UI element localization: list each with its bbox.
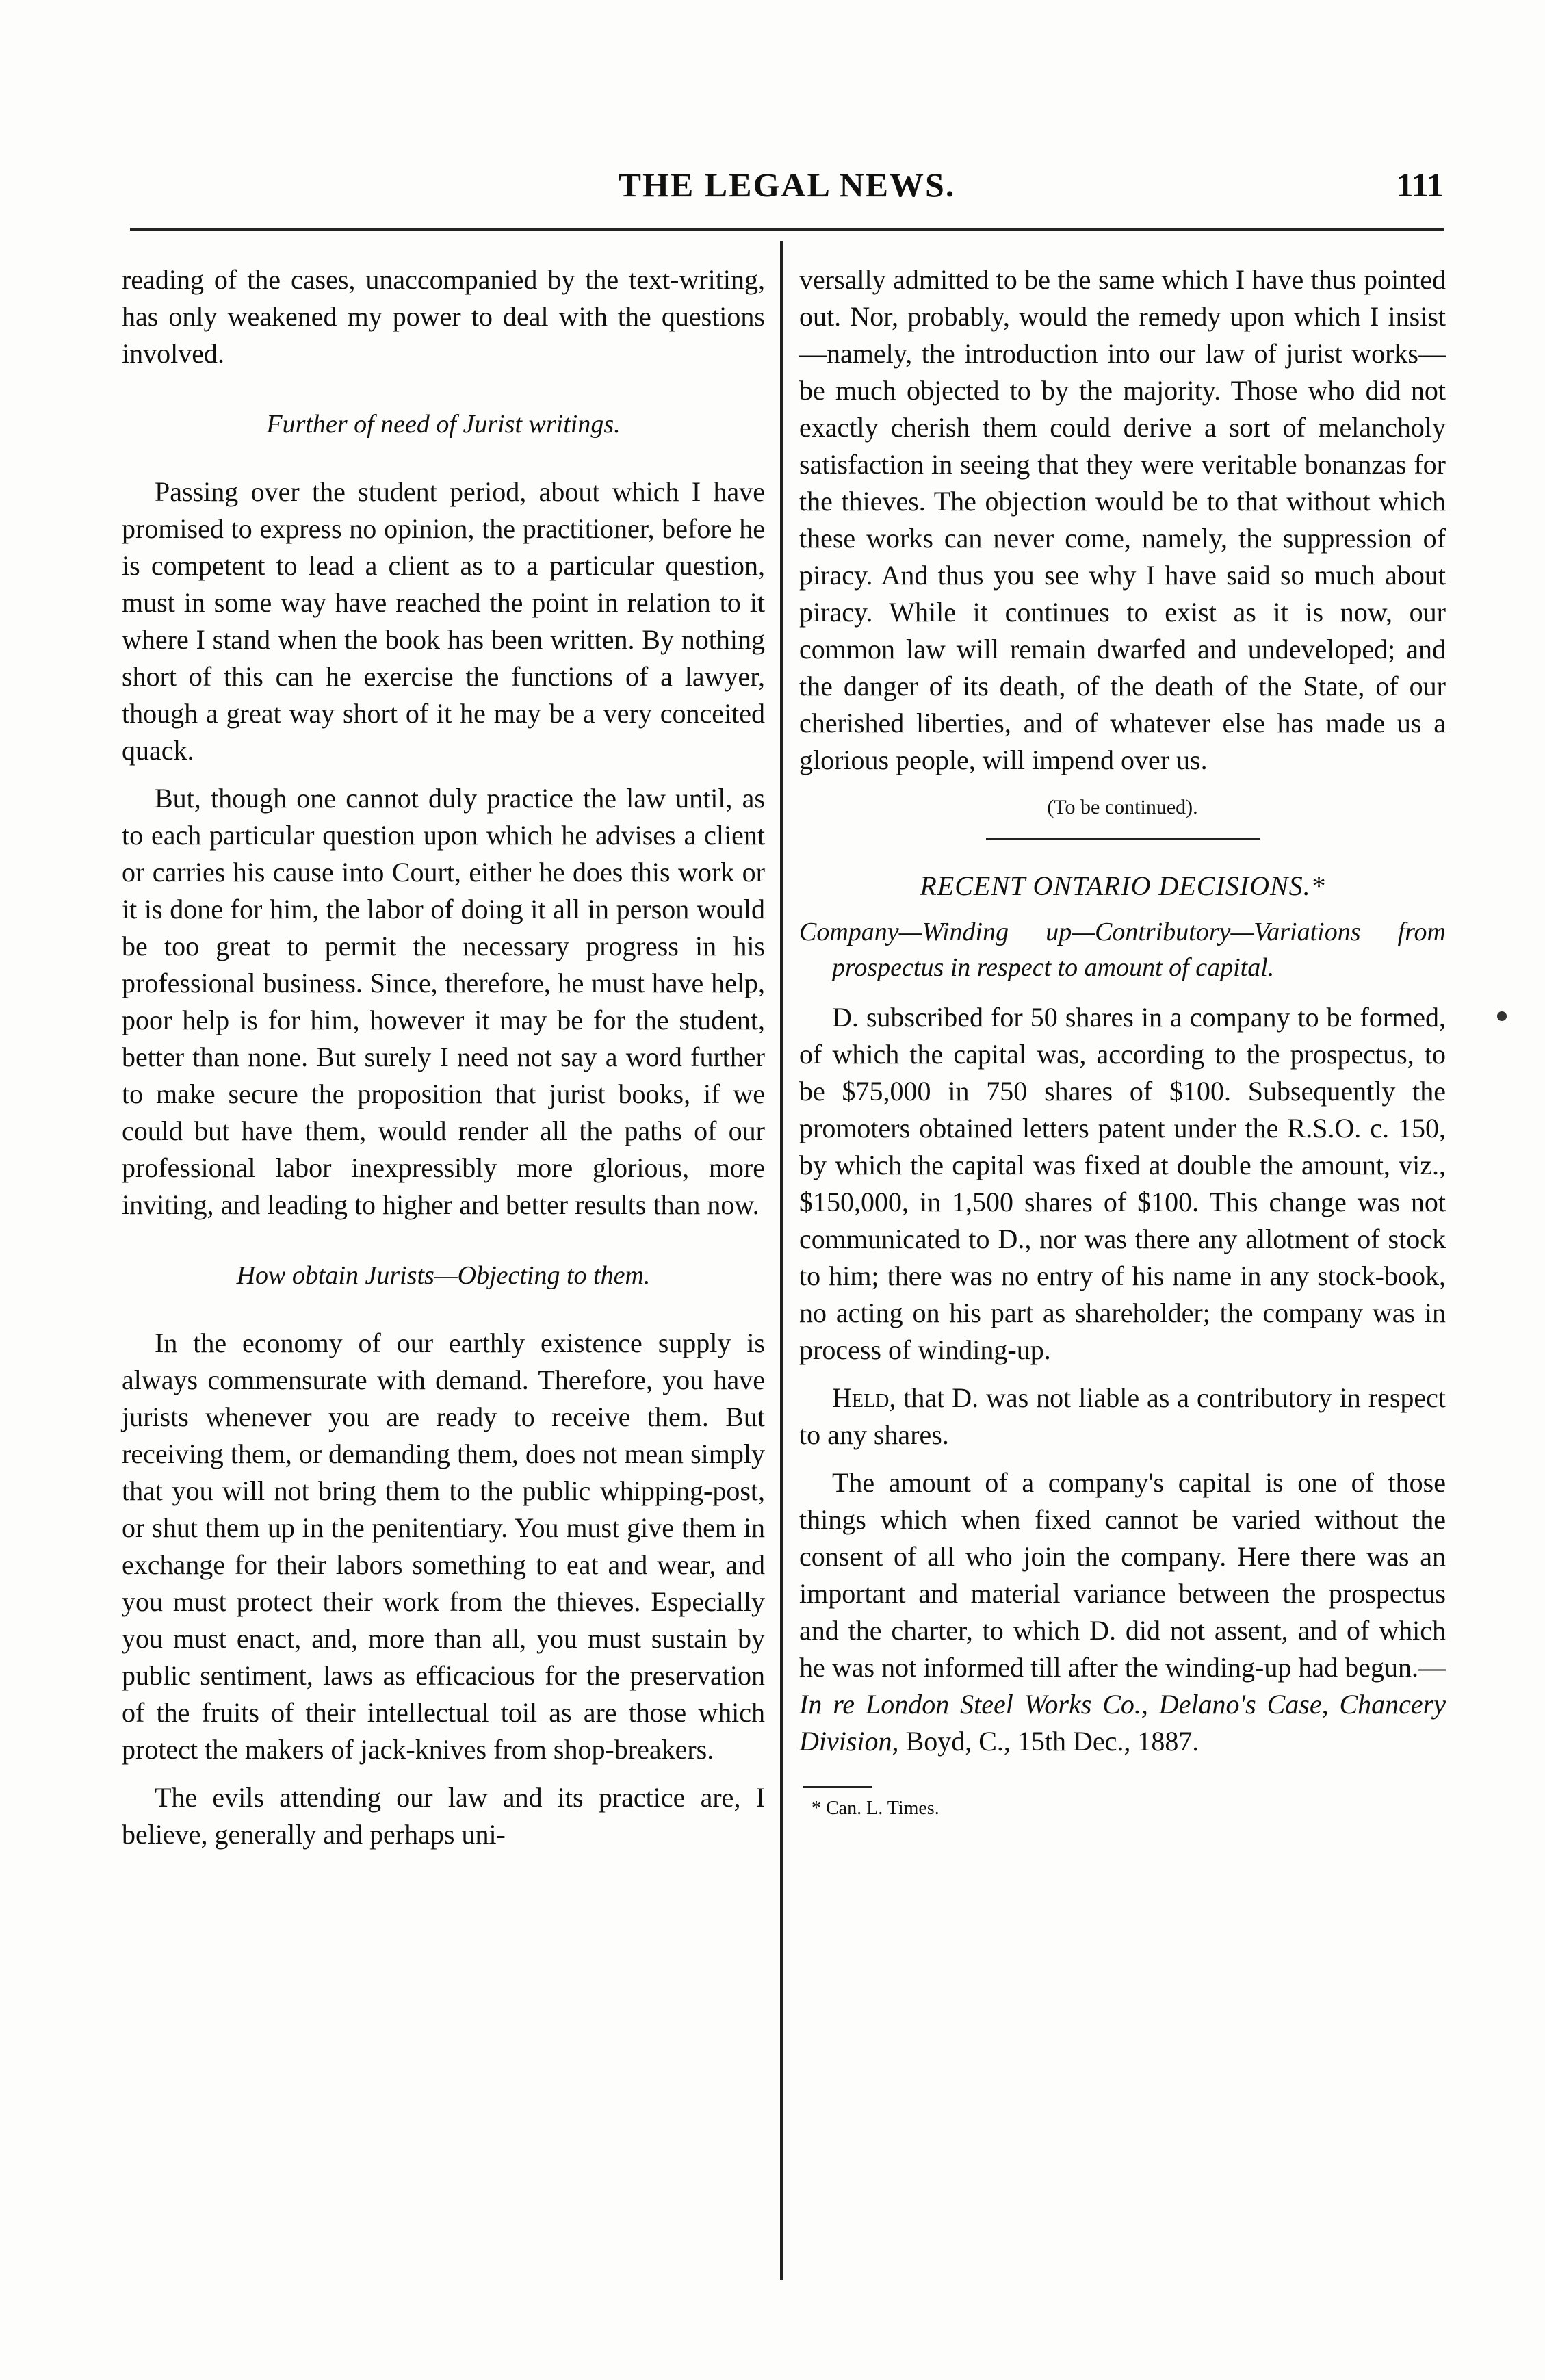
continued-note: (To be continued). [1047,796,1198,818]
paragraph [799,1464,1446,1760]
section-rule [986,838,1260,840]
subheading: How obtain Jurists—Objecting to them. [236,1261,651,1290]
page-number: 111 [1396,166,1444,204]
ink-speck [1497,1011,1507,1021]
column-divider [780,241,783,2280]
held-paragraph [799,1380,1446,1453]
footnote-rule [803,1786,872,1788]
paragraph: But, though one cannot duly practice the law until, as to each particular question upon which he advises a client or carries his cause into Court, either he does this work or it is done for him, the labor of doing it all in person would be too great to permit the necessary progress in his professional business. Since, therefore, he must have help, poor help is for him, however it may be for the student, better than none. But surely I need not say a word further to make secure the proposition that jurist books, if we could but have them, would render all the paths of our professional labor inexpressibly more glorious, more inviting, and leading to higher and better results than now. [122,783,765,1220]
section-title: RECENT ONTARIO DECISIONS.* [920,870,1325,901]
left-column [122,261,765,1864]
header-rule [130,228,1444,231]
citation-rest: , Boyd, C., 15th Dec., 1887. [892,1726,1199,1757]
case-headnote: Company—Winding up—Contributory—Variations from prospectus in respect to amount of capital. [799,918,1446,982]
footnote: * Can. L. Times. [812,1798,939,1819]
paragraph: D. subscribed for 50 shares in a company to be formed, of which the capital was, according to the prospectus, to be $75,000 in 750 shares of $100. Subsequently the promoters obtained letters patent under the R.S.O. c. 150, by which the capital was fixed at double the amount, viz., $150,000, in 1,500 shares of $100. This change was not communicated to D., nor was there any allotment of stock to him; there was no entry of his name in any stock-book, no acting on his part as shareholder; the company was in process of winding-up. [799,1002,1446,1365]
paragraph: versally admitted to be the same which I have thus pointed out. Nor, probably, would the remedy upon which I insist—namely, the introduction into our law of jurist works—be much objected to by the majority. Those who did not exactly cherish them could derive a sort of melancholy satisfaction in seeing that they were veritable bonanzas for the thieves. The objection would be to that without which these works can never come, namely, the suppression of piracy. And thus you see why I have said so much about piracy. While it continues to exist as it is now, our common law will remain dwarfed and undeveloped; and the danger of its death, of the death of the State, of our cherished liberties, and of whatever else has made us a glorious people, will impend over us. [799,264,1446,775]
case-citation: In re London Steel Works Co., Delano's Case, Chancery Division [799,1689,1446,1757]
paragraph: Passing over the student period, about which I have promised to express no opinion, the practitioner, before he is competent to lead a client as to a particular question, must in some way have reached the point in relation to it where I stand when the book has been written. By nothing short of this can he exercise the functions of a lawyer, though a great way short of it he may be a very conceited quack. [122,476,765,766]
paragraph-text: The amount of a company's capital is one of those things which when fixed cannot be varied without the consent of all who join the company. Here there was an important and material variance between the prospectus and the charter, to which D. did not assent, and of which he was not informed till after the winding-up had begun.— [799,1467,1446,1683]
right-column [799,261,1446,1821]
paragraph: In the economy of our earthly existence supply is always commensurate with demand. Therefore, you have jurists whenever you are ready to receive them. But receiving them, or demanding them, does not mean simply that you will not bring them to the public whipping-post, or shut them up in the penitentiary. You must give them in exchange for their labors something to eat and wear, and you must protect their work from the thieves. Especially you must enact, and, more than all, you must sustain by public sentiment, laws as efficacious for the preservation of the fruits of their intellectual toil as are those which protect the makers of jack-knives from shop-breakers. [122,1328,765,1765]
held-text: , that D. was not liable as a contributory in respect to any shares. [799,1382,1446,1450]
publication-title: THE LEGAL NEWS. [618,166,956,204]
held-word: Held [832,1382,890,1413]
subheading: Further of need of Jurist writings. [266,410,621,439]
running-head [130,161,1444,209]
paragraph: The evils attending our law and its practice are, I believe, generally and perhaps uni- [122,1782,765,1850]
paragraph: reading of the cases, unaccompanied by the text-writing, has only weakened my power to deal with the questions involved. [122,264,765,369]
